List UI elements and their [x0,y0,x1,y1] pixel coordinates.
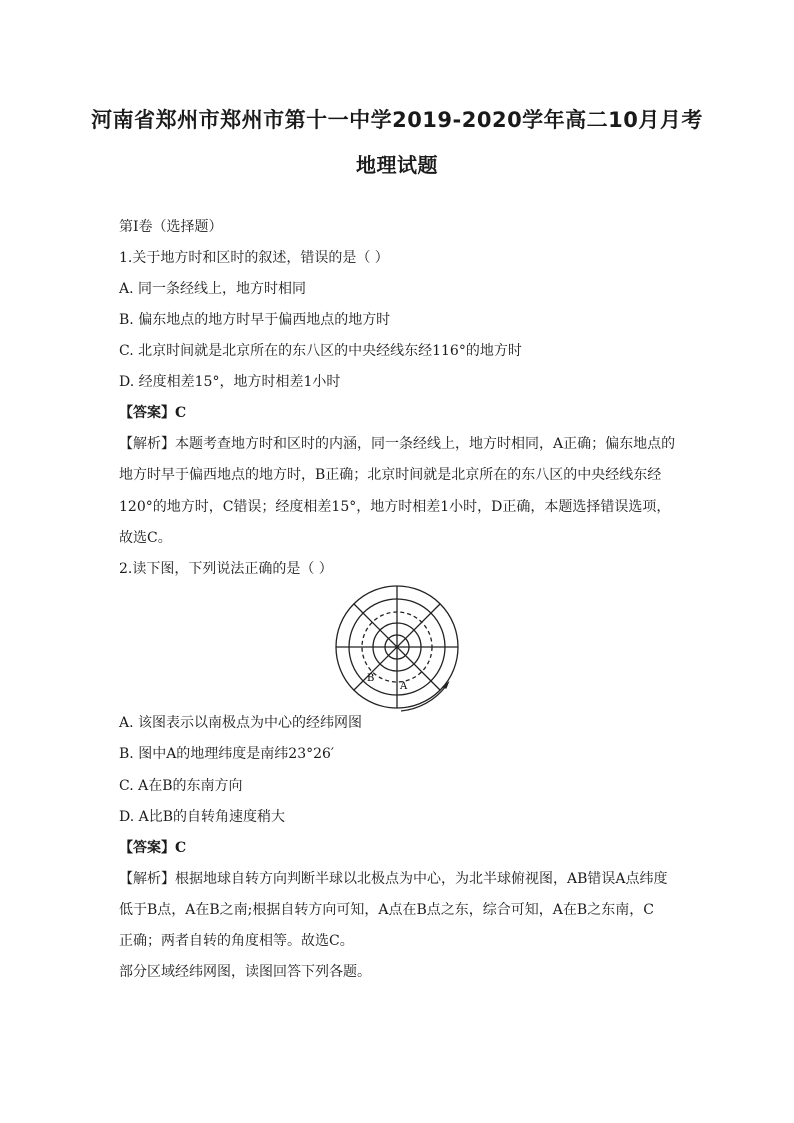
q1-option-d: D. 经度相差15°，地方时相差1小时 [119,374,341,390]
q1-option-c: C. 北京时间就是北京所在的东八区的中央经线东经116°的地方时 [119,343,522,359]
q1-answer: 【答案】C [119,405,187,421]
q1-stem: 1.关于地方时和区时的叙述，错误的是（ ） [119,250,389,266]
q2-analysis-line: 正确；两者自转的角度相等。故选C。 [119,933,354,949]
document-title: 河南省郑州市郑州市第十一中学2019-2020学年高二10月月考 [91,108,703,132]
q2-option-b: B. 图中A的地理纬度是南纬23°26′ [119,746,335,762]
q1-analysis-line: 地方时早于偏西地点的地方时，B正确；北京时间就是北京所在的东八区的中央经线东经 [119,467,662,483]
q1-analysis-line: 故选C。 [119,530,172,546]
q2-analysis-line: 低于B点，A在B之南;根据自转方向可知，A点在B点之东，综合可知，A在B之东南，C [119,902,654,918]
point-b-label: B [367,673,375,684]
q2-answer: 【答案】C [119,840,187,856]
section-heading: 第Ⅰ卷（选择题） [119,219,223,235]
q1-option-a: A. 同一条经线上，地方时相同 [119,281,307,297]
q2-option-a: A. 该图表示以南极点为中心的经纬网图 [119,715,363,731]
q1-analysis-line: 120°的地方时，C错误；经度相差15°，地方时相差1小时，D正确，本题选择错误选项， [119,499,671,515]
point-a-label: A [400,681,408,692]
q2-stem: 2.读下图，下列说法正确的是（ ） [119,561,333,577]
q2-option-c: C. A在B的东南方向 [119,778,243,794]
q1-option-b: B. 偏东地点的地方时早于偏西地点的地方时 [119,312,391,328]
document-subtitle: 地理试题 [356,153,438,177]
q2-analysis-line: 【解析】根据地球自转方向判断半球以北极点为中心，为北半球俯视图，AB错误A点纬度 [119,871,668,887]
polar-graticule-figure [333,585,463,717]
q3-intro: 部分区域经纬网图，读图回答下列各题。 [119,964,371,980]
q2-option-d: D. A比B的自转角速度稍大 [119,809,286,825]
q1-analysis-line: 【解析】本题考查地方时和区时的内涵，同一条经线上，地方时相同，A正确；偏东地点的 [119,436,676,452]
